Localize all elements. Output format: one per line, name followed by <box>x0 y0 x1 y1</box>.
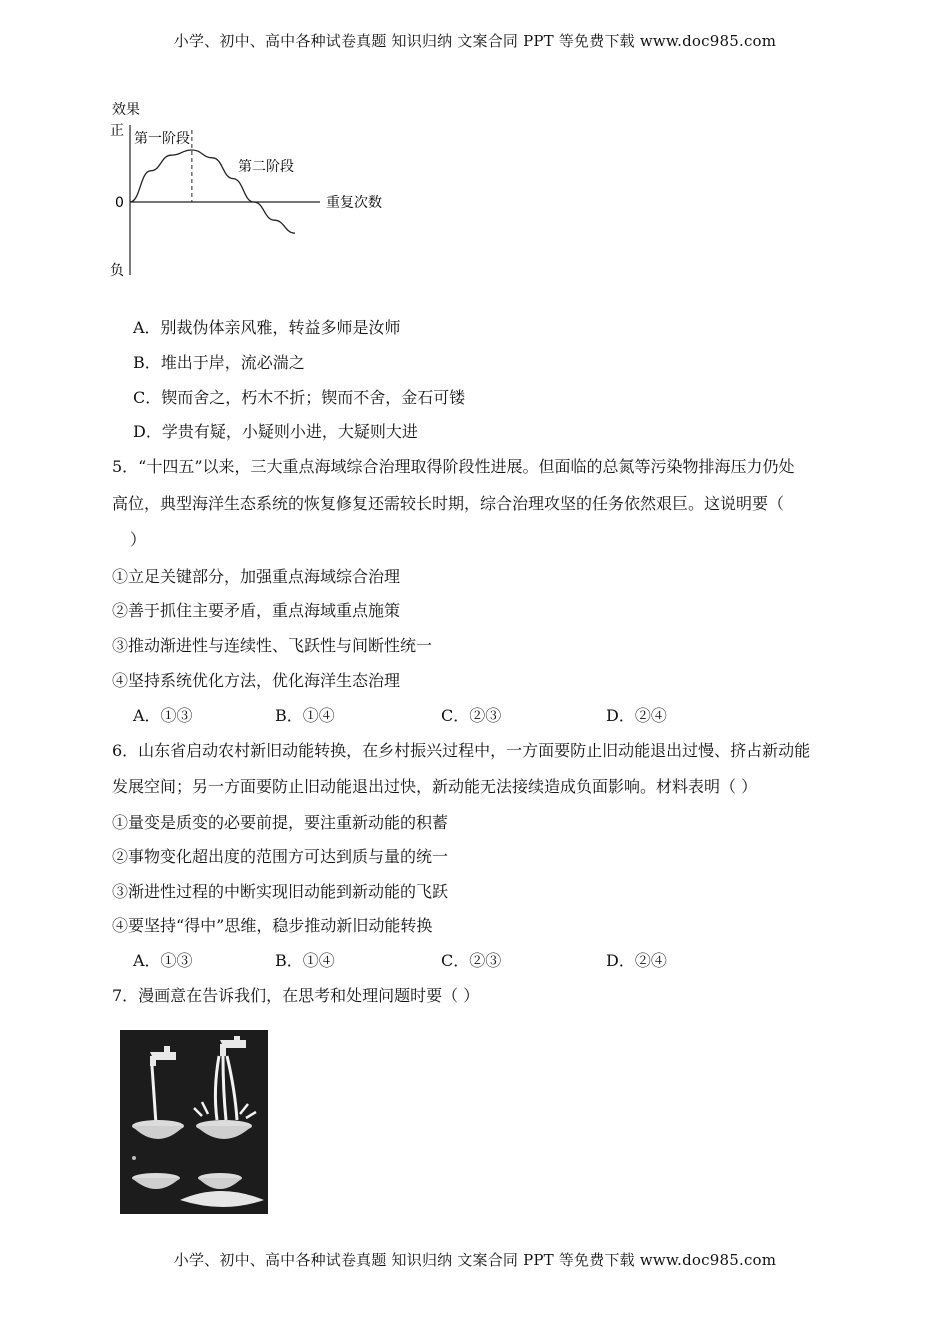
q4-option-c: C．锲而舍之，朽木不折；锲而不舍，金石可镂 <box>133 388 466 407</box>
q4-option-d: D．学贵有疑，小疑则小进，大疑则大进 <box>133 422 418 441</box>
x-axis-label: 重复次数 <box>326 195 382 211</box>
stage-one-label: 第一阶段 <box>134 131 190 147</box>
y-axis-label: 效果 <box>112 102 140 118</box>
q5-option-b: B．①④ <box>275 706 335 725</box>
q6-option-d: D．②④ <box>606 951 667 970</box>
q5-option-a: A．①③ <box>133 706 193 725</box>
q5-item-4: ④坚持系统优化方法，优化海洋生态治理 <box>112 671 401 690</box>
q5-stem-line: 高位，典型海洋生态系统的恢复修复还需较长时期，综合治理攻坚的任务依然艰巨。这说明要（ <box>112 494 785 513</box>
q6-option-a: A．①③ <box>133 951 193 970</box>
page-header: 小学、初中、高中各种试卷真题 知识归纳 文案合同 PPT 等免费下载 www.doc985.com <box>173 32 777 50</box>
q6-item-1: ①量变是质变的必要前提，要注重新动能的积蓄 <box>112 813 449 832</box>
q5-option-d: D．②④ <box>606 706 667 725</box>
q5-option-c: C．②③ <box>441 706 502 725</box>
stage-two-label: 第二阶段 <box>238 159 294 175</box>
y-positive-label: 正 <box>110 123 124 139</box>
q6-option-c: C．②③ <box>441 951 502 970</box>
water-faucet-cartoon <box>120 1030 268 1214</box>
origin-label: 0 <box>115 195 124 211</box>
q5-item-3: ③推动渐进性与连续性、飞跃性与间断性统一 <box>112 636 433 655</box>
y-negative-label: 负 <box>110 263 124 279</box>
q5-item-1: ①立足关键部分，加强重点海域综合治理 <box>112 567 401 586</box>
effect-curve-chart <box>100 95 400 285</box>
q7-stem: 7．漫画意在告诉我们，在思考和处理问题时要（ ） <box>112 986 480 1005</box>
q5-item-2: ②善于抓住主要矛盾，重点海域重点施策 <box>112 601 401 620</box>
q5-stem-line: ） <box>130 530 147 549</box>
q5-stem-line: 5．“十四五”以来，三大重点海域综合治理取得阶段性进展。但面临的总氮等污染物排海压力仍处 <box>112 457 795 476</box>
q6-option-b: B．①④ <box>275 951 335 970</box>
q6-stem-line: 6．山东省启动农村新旧动能转换，在乡村振兴过程中，一方面要防止旧动能退出过慢、挤占新动能 <box>112 741 811 760</box>
q4-option-a: A．别裁伪体亲风雅，转益多师是汝师 <box>133 318 401 337</box>
q6-item-4: ④要坚持“得中”思维，稳步推动新旧动能转换 <box>112 916 433 935</box>
page-footer: 小学、初中、高中各种试卷真题 知识归纳 文案合同 PPT 等免费下载 www.doc985.com <box>173 1251 777 1269</box>
q6-stem-line: 发展空间；另一方面要防止旧动能退出过快，新动能无法接续造成负面影响。材料表明（ ） <box>112 777 758 796</box>
q6-item-2: ②事物变化超出度的范围方可达到质与量的统一 <box>112 847 449 866</box>
q6-item-3: ③渐进性过程的中断实现旧动能到新动能的飞跃 <box>112 882 449 901</box>
q4-option-b: B．堆出于岸，流必湍之 <box>133 353 305 372</box>
